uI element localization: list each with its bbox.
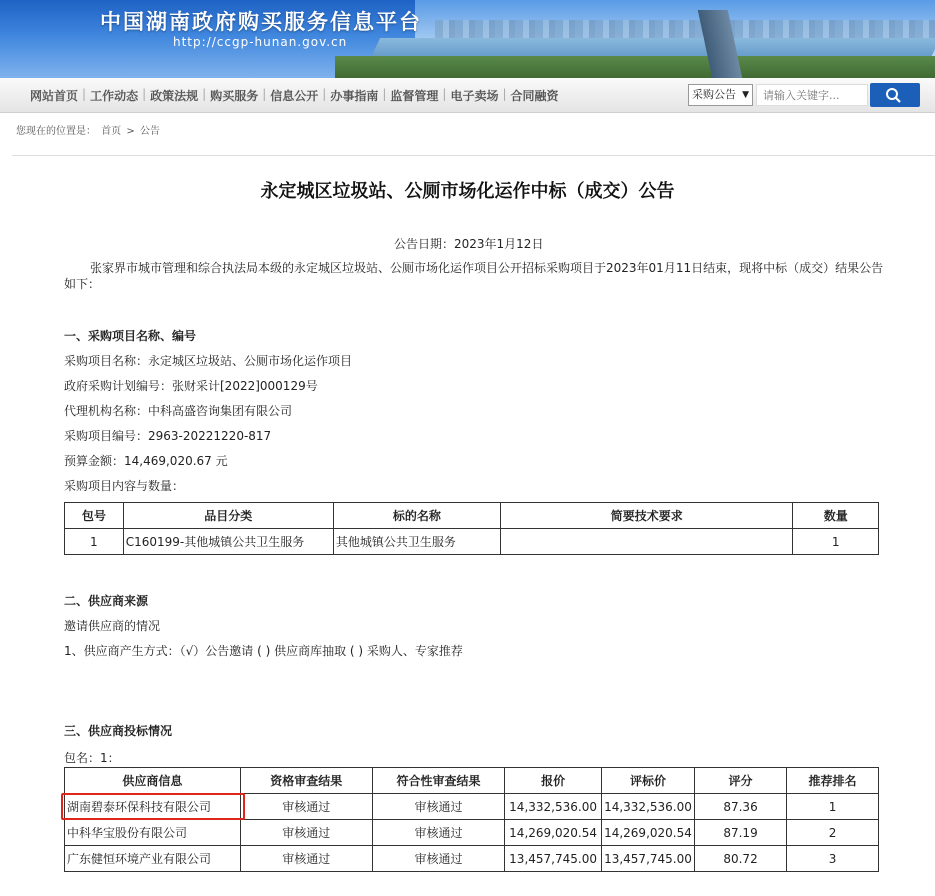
nav-item-purchase[interactable]: 购买服务 [210,89,259,103]
table-cell: 其他城镇公共卫生服务 [333,529,500,555]
invited-suppliers-label: 邀请供应商的情况 [64,619,161,633]
intro-paragraph: 张家界市城市管理和综合执法局本级的永定城区垃圾站、公厕市场化运作项目公开招标采购项目于2023年01月11日结束，现将中标（成交）结果公告如下： [64,261,884,291]
budget-amount: 预算金额：14,469,020.67 元 [64,454,228,468]
section-heading-bidding: 三、供应商投标情况 [64,724,173,738]
divider [12,155,935,156]
page-title: 永定城区垃圾站、公厕市场化运作中标（成交）公告 [260,181,675,202]
table-row [65,820,879,846]
section-heading-supplier-source: 二、供应商来源 [64,594,149,608]
table-header-row [65,503,879,529]
nav-separator: | [442,87,447,101]
table-cell: 3 [787,846,879,872]
search-button[interactable] [870,83,920,107]
project-number: 采购项目编号：2963-20221220-817 [64,429,272,443]
announcement-date: 公告日期：2023年1月12日 [394,237,544,251]
table-header: 包号 [65,503,124,529]
table-cell: 87.19 [694,820,786,846]
search-input[interactable] [756,84,868,106]
plan-number: 政府采购计划编号：张财采计[2022]000129号 [64,379,318,393]
supplier-method: 1、供应商产生方式：（√）公告邀请 ( ) 供应商库抽取 ( ) 采购人、专家推荐 [64,644,463,658]
nav-item-contract-finance[interactable]: 合同融资 [510,89,559,103]
table-header: 推荐排名 [787,768,879,794]
site-title: 中国湖南政府购买服务信息平台 [100,10,422,34]
table-header: 数量 [793,503,879,529]
table-header: 资格审查结果 [240,768,372,794]
table-cell: 审核通过 [240,794,372,820]
search-icon [885,87,903,103]
table-cell: 14,332,536.00 [602,794,695,820]
table-cell: 80.72 [694,846,786,872]
breadcrumb [16,122,162,137]
table-header: 评标价 [602,768,695,794]
table-cell: 审核通过 [372,820,504,846]
content-quantity-label: 采购项目内容与数量： [64,479,185,493]
table-header: 评分 [694,768,786,794]
table-header: 报价 [505,768,602,794]
table-header: 供应商信息 [65,768,241,794]
table-header: 符合性审查结果 [372,768,504,794]
nav-item-home[interactable]: 网站首页 [30,89,79,103]
nav-separator: | [142,87,147,101]
nav-separator: | [322,87,327,101]
nav-item-info[interactable]: 信息公开 [270,89,319,103]
nav-separator: | [82,87,87,101]
table-row [65,846,879,872]
nav-item-e-mall[interactable]: 电子卖场 [450,89,499,103]
table-cell [501,529,793,555]
table-cell: 审核通过 [372,846,504,872]
search-category-select[interactable] [688,84,753,106]
nav-item-work-news[interactable]: 工作动态 [90,89,139,103]
table-cell: 审核通过 [240,846,372,872]
nav-item-supervision[interactable]: 监督管理 [390,89,439,103]
chevron-down-icon: ▼ [742,90,749,100]
supplier-name: 中科华宝股份有限公司 [65,820,241,846]
supplier-name: 广东健恒环境产业有限公司 [65,846,241,872]
supplier-name: 湖南碧泰环保科技有限公司 [65,794,241,820]
nav-separator: | [502,87,507,101]
table-cell: 审核通过 [372,794,504,820]
table-cell: 13,457,745.00 [505,846,602,872]
nav-item-policy[interactable]: 政策法规 [150,89,199,103]
breadcrumb-current[interactable]: 公告 [139,126,160,137]
table-cell: 14,269,020.54 [602,820,695,846]
table-row [65,529,879,555]
table-cell: 1 [793,529,879,555]
table-cell: 1 [65,529,124,555]
breadcrumb-separator: > [126,126,135,137]
table-cell: 87.36 [694,794,786,820]
table-cell: C160199-其他城镇公共卫生服务 [123,529,333,555]
header-banner [0,0,935,78]
nav-item-guide[interactable]: 办事指南 [330,89,379,103]
table-cell: 1 [787,794,879,820]
project-items-table [64,502,879,555]
table-header: 品目分类 [123,503,333,529]
table-header-row [65,768,879,794]
table-cell: 14,332,536.00 [505,794,602,820]
table-cell: 14,269,020.54 [505,820,602,846]
table-cell: 审核通过 [240,820,372,846]
table-header: 简要技术要求 [501,503,793,529]
breadcrumb-prefix: 您现在的位置是： [16,126,96,137]
nav-items [26,87,563,104]
nav-separator: | [202,87,207,101]
site-url: http://ccgp-hunan.gov.cn [173,35,348,49]
project-name: 采购项目名称：永定城区垃圾站、公厕市场化运作项目 [64,354,353,368]
search-category-value: 采购公告 [692,88,736,101]
package-name: 包名：1： [64,751,120,765]
table-header: 标的名称 [333,503,500,529]
table-cell: 2 [787,820,879,846]
section-heading-project: 一、采购项目名称、编号 [64,329,197,343]
breadcrumb-home[interactable]: 首页 [101,126,122,137]
table-cell: 13,457,745.00 [602,846,695,872]
nav-separator: | [262,87,267,101]
nav-separator: | [382,87,387,101]
banner-land [335,56,935,78]
agency-name: 代理机构名称：中科高盛咨询集团有限公司 [64,404,293,418]
highlight-box [61,793,245,820]
